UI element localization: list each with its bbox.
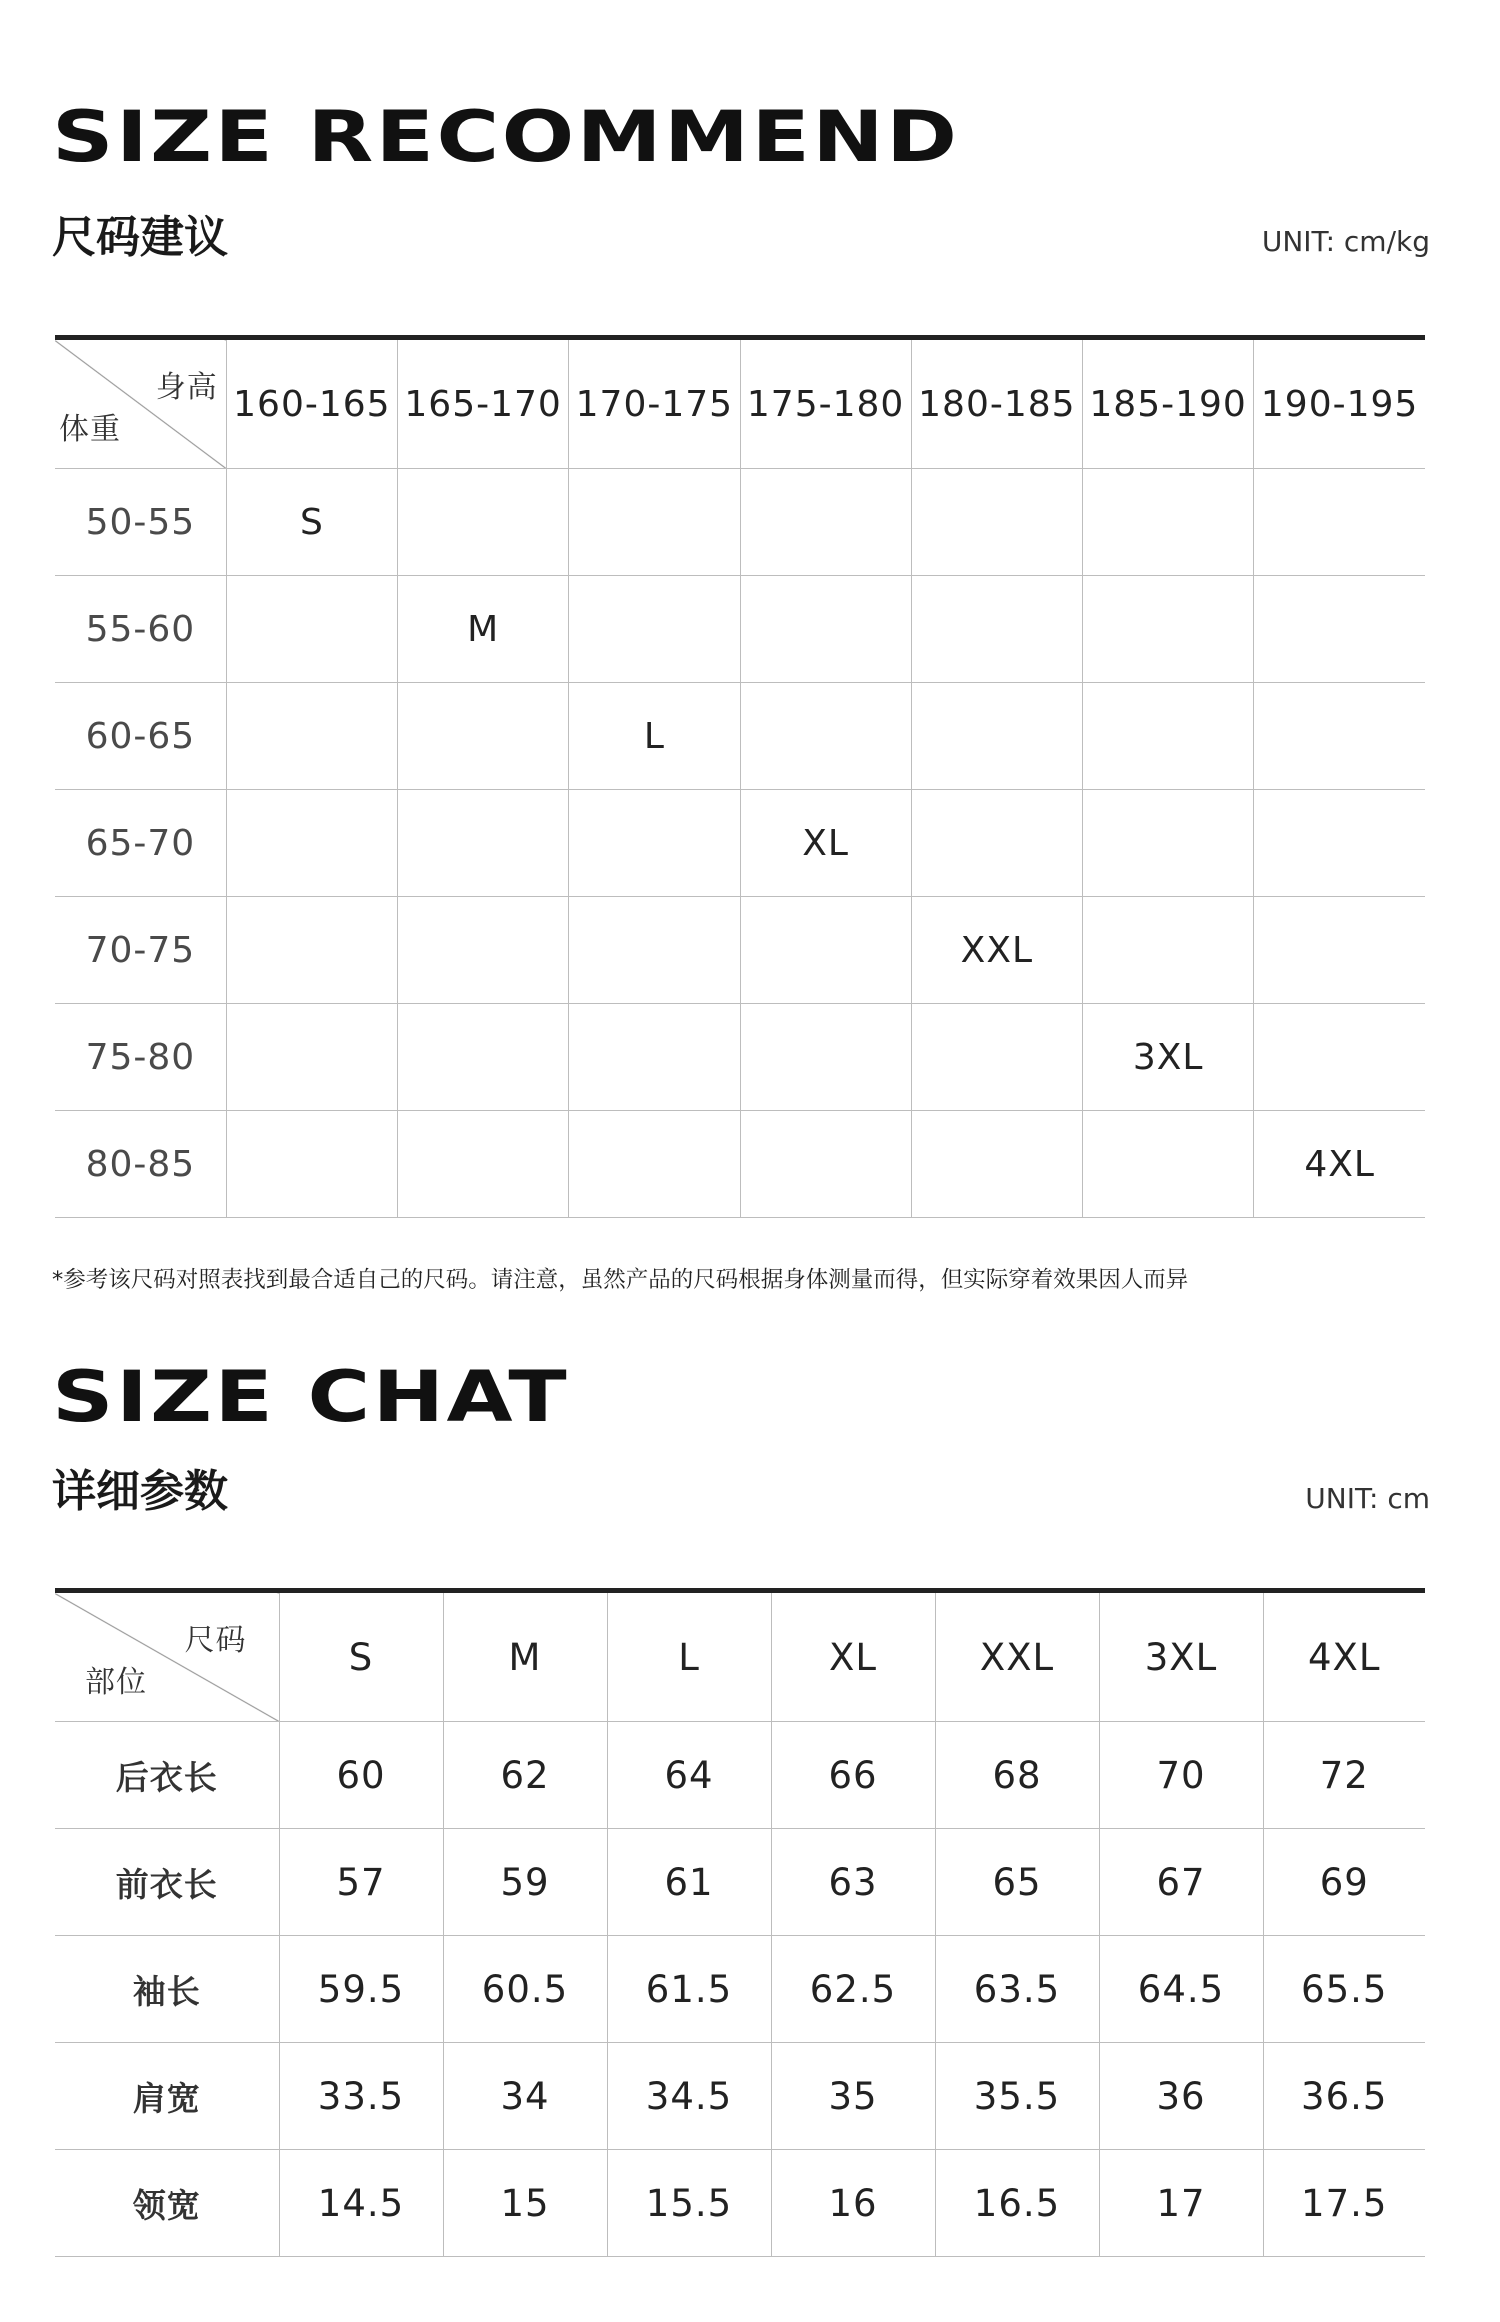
size-cell (1254, 790, 1425, 897)
size-cell (226, 790, 397, 897)
size-header: L (607, 1591, 771, 1722)
size-cell (911, 1004, 1082, 1111)
measurement-cell: 67 (1099, 1829, 1263, 1936)
recommend-row (55, 576, 1425, 683)
measurement-cell: 64 (607, 1722, 771, 1829)
measurement-cell: 65.5 (1263, 1936, 1425, 2043)
size-cell (1083, 469, 1254, 576)
recommend-unit-label: UNIT: cm/kg (1261, 225, 1430, 258)
height-header: 170-175 (569, 338, 740, 469)
size-cell (569, 576, 740, 683)
measurement-cell: 61.5 (607, 1936, 771, 2043)
size-cell (1083, 1111, 1254, 1218)
size-cell (569, 469, 740, 576)
measurement-cell: 70 (1099, 1722, 1263, 1829)
size-cell (740, 1111, 911, 1218)
size-chart-title: SIZE CHAT (52, 1356, 570, 1438)
size-cell (740, 683, 911, 790)
weight-label: 65-70 (55, 790, 226, 897)
measurement-cell: 35 (771, 2043, 935, 2150)
height-header: 190-195 (1254, 338, 1425, 469)
size-cell (226, 683, 397, 790)
size-cell (569, 897, 740, 1004)
size-cell (569, 1004, 740, 1111)
size-header: 4XL (1263, 1591, 1425, 1722)
measurement-cell: 35.5 (935, 2043, 1099, 2150)
recommend-row (55, 683, 1425, 790)
size-cell (911, 576, 1082, 683)
recommend-row (55, 1004, 1425, 1111)
weight-label: 80-85 (55, 1111, 226, 1218)
height-header: 165-170 (398, 338, 569, 469)
size-cell (226, 1111, 397, 1218)
size-cell: M (398, 576, 569, 683)
measurement-cell: 34 (443, 2043, 607, 2150)
recommend-row (55, 1111, 1425, 1218)
size-cell (226, 897, 397, 1004)
weight-label: 75-80 (55, 1004, 226, 1111)
size-cell (569, 790, 740, 897)
measurement-cell: 16.5 (935, 2150, 1099, 2257)
part-label: 后衣长 (55, 1722, 279, 1829)
height-header: 160-165 (226, 338, 397, 469)
size-header: XXL (935, 1591, 1099, 1722)
size-cell (911, 469, 1082, 576)
measurement-cell: 36.5 (1263, 2043, 1425, 2150)
size-cell: S (226, 469, 397, 576)
size-cell (1083, 683, 1254, 790)
measurement-cell: 68 (935, 1722, 1099, 1829)
height-header: 185-190 (1083, 338, 1254, 469)
size-cell (740, 576, 911, 683)
size-cell (398, 1111, 569, 1218)
size-cell (740, 897, 911, 1004)
measurement-cell: 33.5 (279, 2043, 443, 2150)
chart-header-row (55, 1591, 1425, 1722)
weight-label: 50-55 (55, 469, 226, 576)
measurement-row (55, 1722, 1425, 1829)
measurement-cell: 34.5 (607, 2043, 771, 2150)
size-cell: XXL (911, 897, 1082, 1004)
recommend-row (55, 790, 1425, 897)
size-cell (740, 1004, 911, 1111)
measurement-cell: 60.5 (443, 1936, 607, 2043)
measurement-row (55, 1936, 1425, 2043)
size-recommend-table (55, 335, 1425, 1218)
measurement-cell: 57 (279, 1829, 443, 1936)
measurement-cell: 72 (1263, 1722, 1425, 1829)
size-cell (569, 1111, 740, 1218)
measurement-cell: 17.5 (1263, 2150, 1425, 2257)
measurement-cell: 60 (279, 1722, 443, 1829)
part-label: 肩宽 (55, 2043, 279, 2150)
part-label: 袖长 (55, 1936, 279, 2043)
size-chart-table (55, 1588, 1425, 2257)
part-label: 前衣长 (55, 1829, 279, 1936)
size-cell (1083, 897, 1254, 1004)
recommend-row (55, 897, 1425, 1004)
measurement-row (55, 2150, 1425, 2257)
chart-unit-label: UNIT: cm (1305, 1482, 1430, 1515)
measurement-cell: 64.5 (1099, 1936, 1263, 2043)
measurement-cell: 15 (443, 2150, 607, 2257)
measurement-cell: 15.5 (607, 2150, 771, 2257)
weight-label: 55-60 (55, 576, 226, 683)
chart-corner-cell (55, 1591, 279, 1722)
size-header: S (279, 1591, 443, 1722)
corner-label-weight: 体重 (59, 412, 121, 447)
corner-label-size: 尺码 (184, 1623, 247, 1658)
size-cell (911, 1111, 1082, 1218)
weight-label: 60-65 (55, 683, 226, 790)
measurement-cell: 16 (771, 2150, 935, 2257)
height-header: 180-185 (911, 338, 1082, 469)
measurement-cell: 65 (935, 1829, 1099, 1936)
measurement-cell: 17 (1099, 2150, 1263, 2257)
measurement-cell: 63 (771, 1829, 935, 1936)
size-chart-subtitle: 详细参数 (52, 1466, 228, 1517)
size-header: XL (771, 1591, 935, 1722)
size-cell (1254, 897, 1425, 1004)
measurement-row (55, 2043, 1425, 2150)
size-cell (911, 683, 1082, 790)
measurement-cell: 63.5 (935, 1936, 1099, 2043)
size-cell (1254, 576, 1425, 683)
size-cell (226, 576, 397, 683)
size-cell (398, 683, 569, 790)
corner-label-part: 部位 (85, 1665, 147, 1700)
measurement-cell: 66 (771, 1722, 935, 1829)
measurement-cell: 61 (607, 1829, 771, 1936)
size-header: M (443, 1591, 607, 1722)
size-recommend-subtitle: 尺码建议 (52, 212, 228, 263)
recommend-row (55, 469, 1425, 576)
size-note: *参考该尺码对照表找到最合适自己的尺码。请注意，虽然产品的尺码根据身体测量而得，但实际穿着效果因人而异 (52, 1267, 1189, 1293)
recommend-corner-cell (55, 338, 226, 469)
size-cell: L (569, 683, 740, 790)
size-cell (226, 1004, 397, 1111)
measurement-cell: 14.5 (279, 2150, 443, 2257)
measurement-cell: 59.5 (279, 1936, 443, 2043)
measurement-cell: 62 (443, 1722, 607, 1829)
size-cell (1083, 790, 1254, 897)
size-header: 3XL (1099, 1591, 1263, 1722)
size-cell (740, 469, 911, 576)
size-recommend-title: SIZE RECOMMEND (52, 96, 960, 178)
size-cell (1254, 1004, 1425, 1111)
size-cell: 3XL (1083, 1004, 1254, 1111)
measurement-cell: 36 (1099, 2043, 1263, 2150)
size-cell (398, 1004, 569, 1111)
corner-label-height: 身高 (155, 370, 218, 405)
measurement-cell: 62.5 (771, 1936, 935, 2043)
size-cell (1083, 576, 1254, 683)
weight-label: 70-75 (55, 897, 226, 1004)
size-cell: 4XL (1254, 1111, 1425, 1218)
size-cell (1254, 469, 1425, 576)
size-cell (398, 469, 569, 576)
measurement-cell: 69 (1263, 1829, 1425, 1936)
recommend-header-row (55, 338, 1425, 469)
size-cell: XL (740, 790, 911, 897)
height-header: 175-180 (740, 338, 911, 469)
size-cell (398, 790, 569, 897)
size-cell (398, 897, 569, 1004)
measurement-row (55, 1829, 1425, 1936)
size-cell (911, 790, 1082, 897)
size-cell (1254, 683, 1425, 790)
measurement-cell: 59 (443, 1829, 607, 1936)
part-label: 领宽 (55, 2150, 279, 2257)
